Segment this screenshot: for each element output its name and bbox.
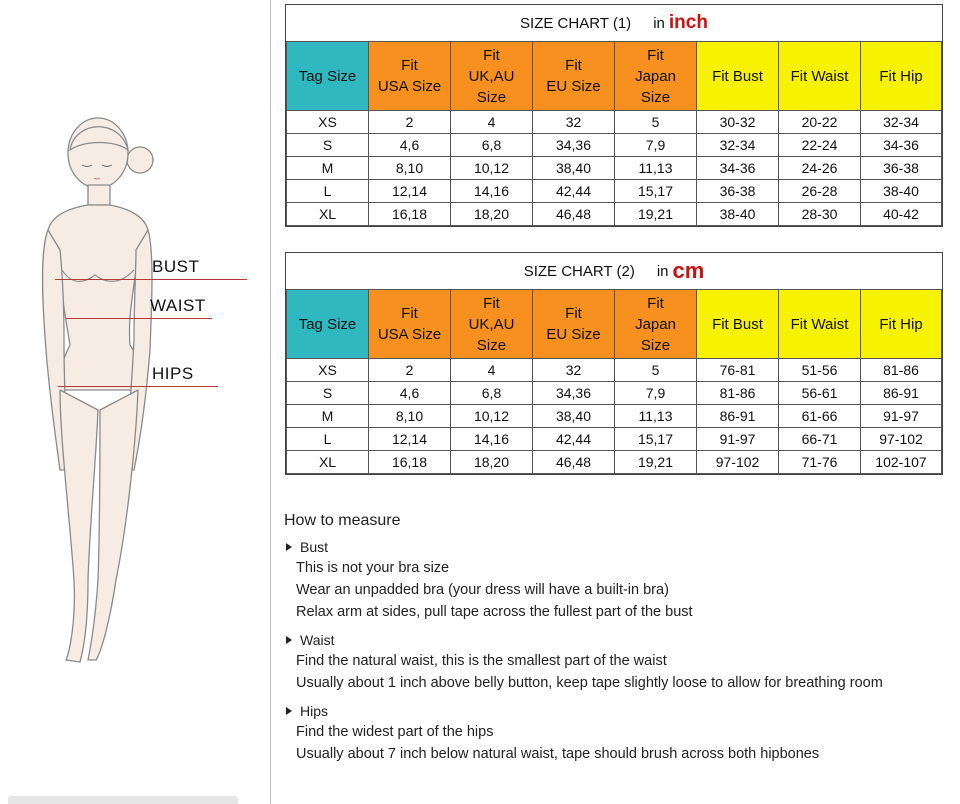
instruction-line: Usually about 1 inch above belly button, keep tape slightly loose to allow for breathing room <box>296 675 883 691</box>
header-text: USA Size <box>377 326 442 343</box>
table-cell: 32-34 <box>697 134 779 157</box>
table-cell: XS <box>287 359 369 382</box>
hips-label: HIPS <box>152 364 194 383</box>
unit-label: cm <box>672 258 705 283</box>
table-cell: 36-38 <box>861 157 942 180</box>
table-cell: 26-28 <box>779 180 861 203</box>
table-cell: L <box>287 180 369 203</box>
col-tag-size <box>287 42 369 111</box>
table-cell: 6,8 <box>451 382 533 405</box>
header-text: Fit <box>647 294 664 312</box>
header-text: EU Size <box>546 78 601 95</box>
table-row <box>287 203 942 226</box>
unit-prefix: in <box>656 262 669 280</box>
header-text: Tag Size <box>298 315 357 333</box>
chart-title-bar <box>286 5 942 41</box>
table-cell: 32-34 <box>861 111 942 134</box>
table-cell: 38-40 <box>697 203 779 226</box>
table-cell: M <box>287 157 369 180</box>
header-text: Tag Size <box>298 67 357 85</box>
header-text: Fit Hip <box>879 315 923 333</box>
bullet-triangle-icon <box>286 636 292 644</box>
header-text: Fit <box>565 57 582 74</box>
unit-label: inch <box>668 12 708 33</box>
table-cell: 16,18 <box>369 203 451 226</box>
header-text: Size <box>476 336 507 354</box>
col-fit-bust <box>697 42 779 111</box>
table-cell: 81-86 <box>697 382 779 405</box>
table-cell: 10,12 <box>451 157 533 180</box>
table-cell: 4 <box>451 359 533 382</box>
col-usa-size <box>369 42 451 111</box>
header-row <box>287 290 942 359</box>
col-fit-waist <box>779 290 861 359</box>
instruction-line: Wear an unpadded bra (your dress will have a built-in bra) <box>296 582 669 598</box>
size-chart-cm <box>285 252 943 475</box>
table-cell: 102-107 <box>861 451 942 474</box>
table-cell: 7,9 <box>615 382 697 405</box>
table-cell: 34-36 <box>861 134 942 157</box>
table-cell: XS <box>287 111 369 134</box>
table-cell: 7,9 <box>615 134 697 157</box>
table-cell: 86-91 <box>697 405 779 428</box>
col-uk-au-size <box>451 42 533 111</box>
table-row <box>287 111 942 134</box>
table-row <box>287 134 942 157</box>
table-row <box>287 405 942 428</box>
table-cell: 97-102 <box>861 428 942 451</box>
header-text: Fit Waist <box>790 315 849 333</box>
unit-prefix: in <box>653 14 665 32</box>
section-heading-text: Waist <box>300 631 335 648</box>
size-table <box>286 289 942 474</box>
header-text: Size <box>476 88 507 106</box>
table-row <box>287 180 942 203</box>
header-text: Size <box>640 336 671 354</box>
header-text: EU Size <box>546 326 601 343</box>
col-japan-size <box>615 42 697 111</box>
section-heading <box>284 629 960 650</box>
table-cell: 2 <box>369 359 451 382</box>
table-cell: 28-30 <box>779 203 861 226</box>
instruction-line: Find the natural waist, this is the smallest part of the waist <box>296 653 667 669</box>
header-text: Japan <box>635 315 676 333</box>
table-cell: 34,36 <box>533 134 615 157</box>
body-illustration <box>0 0 270 804</box>
chart-title: SIZE CHART (1) <box>520 14 632 32</box>
table-row <box>287 382 942 405</box>
table-cell: 34,36 <box>533 382 615 405</box>
table-cell: 61-66 <box>779 405 861 428</box>
header-text: Fit <box>401 57 418 74</box>
col-eu-size <box>533 290 615 359</box>
table-cell: 12,14 <box>369 180 451 203</box>
table-cell: 19,21 <box>615 203 697 226</box>
table-cell: 8,10 <box>369 157 451 180</box>
col-fit-bust <box>697 290 779 359</box>
chart-title: SIZE CHART (2) <box>523 262 635 280</box>
bust-line <box>55 279 247 280</box>
size-chart-inch <box>285 4 943 227</box>
col-tag-size <box>287 290 369 359</box>
size-table <box>286 41 942 226</box>
table-cell: XL <box>287 451 369 474</box>
header-text: Japan <box>635 67 676 85</box>
table-cell: 6,8 <box>451 134 533 157</box>
table-cell: 22-24 <box>779 134 861 157</box>
table-cell: 10,12 <box>451 405 533 428</box>
table-cell: 91-97 <box>861 405 942 428</box>
bullet-triangle-icon <box>286 543 292 551</box>
table-cell: XL <box>287 203 369 226</box>
table-cell: 66-71 <box>779 428 861 451</box>
hips-line <box>58 386 218 387</box>
table-cell: 20-22 <box>779 111 861 134</box>
table-row <box>287 451 942 474</box>
section-heading <box>284 536 960 557</box>
header-row <box>287 42 942 111</box>
instruction-line: Relax arm at sides, pull tape across the fullest part of the bust <box>296 604 693 620</box>
table-cell: 81-86 <box>861 359 942 382</box>
table-cell: 4,6 <box>369 134 451 157</box>
header-text: Fit Waist <box>790 67 849 85</box>
chart-title-bar <box>286 253 942 289</box>
section-heading-text: Hips <box>300 702 329 719</box>
table-cell: 42,44 <box>533 180 615 203</box>
table-cell: 40-42 <box>861 203 942 226</box>
table-cell: 38,40 <box>533 157 615 180</box>
header-text: Fit Hip <box>879 67 923 85</box>
header-text: Fit Bust <box>712 315 763 333</box>
table-cell: 97-102 <box>697 451 779 474</box>
table-cell: 5 <box>615 111 697 134</box>
header-text: UK,AU <box>468 315 515 333</box>
section-waist <box>284 629 960 694</box>
header-text: Fit <box>401 305 418 322</box>
table-row <box>287 428 942 451</box>
col-fit-hip <box>861 290 942 359</box>
header-text: UK,AU <box>468 67 515 85</box>
table-cell: L <box>287 428 369 451</box>
header-text: USA Size <box>377 78 442 95</box>
col-japan-size <box>615 290 697 359</box>
table-cell: 46,48 <box>533 451 615 474</box>
table-cell: 18,20 <box>451 203 533 226</box>
bullet-triangle-icon <box>286 707 292 715</box>
table-cell: 32 <box>533 359 615 382</box>
table-cell: 15,17 <box>615 428 697 451</box>
instruction-line: This is not your bra size <box>296 560 450 576</box>
instruction-line: Find the widest part of the hips <box>296 724 494 740</box>
table-cell: 91-97 <box>697 428 779 451</box>
table-cell: 5 <box>615 359 697 382</box>
table-cell: 4 <box>451 111 533 134</box>
how-to-measure-title: How to measure <box>284 512 401 529</box>
header-text: Fit <box>647 46 664 64</box>
table-cell: M <box>287 405 369 428</box>
col-fit-hip <box>861 42 942 111</box>
table-cell: 34-36 <box>697 157 779 180</box>
table-cell: 8,10 <box>369 405 451 428</box>
table-cell: 11,13 <box>615 405 697 428</box>
body-figure <box>0 0 270 804</box>
col-usa-size <box>369 290 451 359</box>
header-text: Fit <box>565 305 582 322</box>
table-cell: 76-81 <box>697 359 779 382</box>
table-cell: 38-40 <box>861 180 942 203</box>
section-heading-text: Bust <box>300 538 329 555</box>
table-cell: 2 <box>369 111 451 134</box>
table-cell: 12,14 <box>369 428 451 451</box>
section-heading <box>284 700 960 721</box>
table-cell: 51-56 <box>779 359 861 382</box>
table-row <box>287 359 942 382</box>
waist-label: WAIST <box>150 296 206 315</box>
table-cell: 18,20 <box>451 451 533 474</box>
table-cell: 16,18 <box>369 451 451 474</box>
bust-label: BUST <box>152 257 200 276</box>
table-cell: 24-26 <box>779 157 861 180</box>
header-text: Size <box>640 88 671 106</box>
table-cell: 86-91 <box>861 382 942 405</box>
table-cell: S <box>287 382 369 405</box>
waist-line <box>66 318 212 319</box>
col-eu-size <box>533 42 615 111</box>
table-cell: 15,17 <box>615 180 697 203</box>
table-cell: S <box>287 134 369 157</box>
table-cell: 36-38 <box>697 180 779 203</box>
how-to-measure <box>284 512 960 771</box>
table-cell: 71-76 <box>779 451 861 474</box>
section-hips <box>284 700 960 765</box>
table-cell: 56-61 <box>779 382 861 405</box>
section-bust <box>284 536 960 623</box>
col-fit-waist <box>779 42 861 111</box>
vertical-divider <box>270 0 271 804</box>
table-cell: 14,16 <box>451 428 533 451</box>
table-cell: 32 <box>533 111 615 134</box>
table-cell: 42,44 <box>533 428 615 451</box>
table-cell: 19,21 <box>615 451 697 474</box>
table-cell: 30-32 <box>697 111 779 134</box>
table-cell: 46,48 <box>533 203 615 226</box>
header-text: Fit <box>483 294 500 312</box>
table-row <box>287 157 942 180</box>
table-cell: 38,40 <box>533 405 615 428</box>
table-cell: 4,6 <box>369 382 451 405</box>
instruction-line: Usually about 7 inch below natural waist, tape should brush across both hipbones <box>296 746 820 762</box>
header-text: Fit Bust <box>712 67 763 85</box>
header-text: Fit <box>483 46 500 64</box>
table-cell: 14,16 <box>451 180 533 203</box>
table-cell: 11,13 <box>615 157 697 180</box>
col-uk-au-size <box>451 290 533 359</box>
